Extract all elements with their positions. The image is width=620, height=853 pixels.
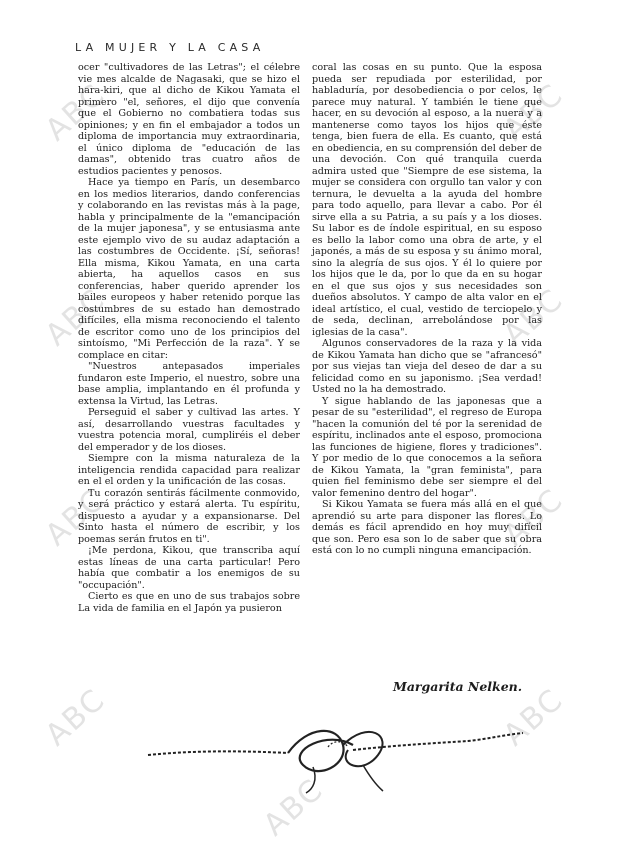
watermark: ABC [496,481,571,554]
quote-paragraph: "Nuestros antepasados imperiales fundaron este Imperio, el nuestro, sobre una base amplia, implantando en él profunda y extensa la Virtud, las Letras. [78,361,300,407]
author-signature: Margarita Nelken. [393,679,523,694]
paragraph: Algunos conservadores de la raza y la vida de Kikou Yamata han dicho que se "afrancesó" por sus viejas tan vieja del deseo de dar a su felicidad como en su japonismo. ¡Sea verdad! Usted no la ha demostrado. [312,338,542,395]
paragraph: coral las cosas en su punto. Que la esposa pueda ser repudiada por esterilidad, por habladuría, por desobediencia o por celos, le parece muy natural. Y también le tiene que hacer, en su devoción al esposo, a la nuera y a mantenerse como tayos los hijos que éste tenga, bien fuera de ella. Es cuanto, que está en obediencia, en su comprensión del deber de una devoción. Con qué tranquila cuerda admira usted que "Siempre de ese sistema, la mujer se considera con orgullo tan valor y con ternura, le devuelta a la ayuda del hombre para todo aquello, para llevar a cabo. Por él sirve ella a su Patria, a su país y a los dioses. Su labor es de índole espiritual, en su esposo es bello la labor como una obra de arte, y el japonés, a más de su esposa y su ánimo moral, sino la alegría de sus ojos. Y él lo quiere por los hijos que le da, por lo que da en su hogar en el que sus ojos y sus necesidades son dueños absolutos. Y campo de alta valor en el ideal artístico, el cual, vestido de terciopelo y de seda, declinan, arrebolándose por las iglesias de la casa". [312,62,542,338]
running-header: LA MUJER Y LA CASA [75,41,265,54]
paragraph: ¡Me perdona, Kikou, que transcriba aquí estas líneas de una carta particular! Pero había que combatir a los enemigos de su "occupación". [78,545,300,591]
paragraph: Hace ya tiempo en París, un desembarco en los medios literarios, dando conferencias y colaborando en las revistas más à la page, habla y principalmente de la "emancipación de la mujer japonesa", y se entusiasma ante este ejemplo vivo de su audaz adaptación a las costumbres de Occidente. ¡Sí, señoras! Ella misma, Kikou Yamata, en una carta abierta, ha aquellos casos en sus conferencias, haber querido aprender los bailes europeos y haber retenido porque las costumbres de su estado han demostrado difíciles, ella misma reconociendo el talento de escritor como uno de los principios del sintoísmo, "Mi Perfección de la raza". Y se complace en citar: [78,177,300,361]
paragraph: Tu corazón sentirás fácilmente conmovido, y será práctico y estará alerta. Tu espíritu, dispuesto a ayudar y a expansionarse. Del Sinto hasta el número de escribir, y los poemas serán frutos en ti". [78,487,300,545]
watermark: ABC [38,76,113,149]
watermark: ABC [496,76,571,149]
watermark: ABC [38,481,113,554]
watermark: ABC [38,281,113,354]
right-column [312,62,542,557]
watermark: ABC [38,681,113,754]
paragraph: Si Kikou Yamata se fuera más allá en el que aprendió su arte para disponer las flores. Lo demás es fácil aprendido en hoy muy difícil que son. Pero esa son lo de saber que su obra está con lo no cumpli ninguna emancipación. [312,499,542,556]
watermark: ABC [496,681,571,754]
paragraph: Siempre con la misma naturaleza de la inteligencia rendida capacidad para realizar en el el orden y la unificación de las cosas. [78,453,300,487]
paragraph: ocer "cultivadores de las Letras"; el célebre vie mes alcalde de Nagasaki, que se hizo el hara-kiri, que al dicho de Kikou Yamata el primero "el, señores, el dijo que convenía que el Gobierno no combatiera todas sus opiniones; y en fin el embajador a todos un diploma de importancia muy extraordinaria, el único diploma de "educación de las damas", obtenido tras cuatro años de estudios pacientes y penosos. [78,62,300,177]
paragraph: Cierto es que en uno de sus trabajos sobre La vida de familia en el Japón ya pusieron [78,591,300,614]
paragraph: Perseguid el saber y cultivad las artes. Y así, desarrollando vuestras facultades y vuestra potencia moral, cumpliréis el deber del emperador y de los dioses. [78,407,300,453]
left-column [78,62,300,614]
paragraph: Y sigue hablando de las japonesas que a pesar de su "esterilidad", el regreso de Europa "hacen la comunión del té por la serenidad de espíritu, inclinados ante el esposo, promociona las funciones de higiene, flores y tradiciones". Y por medio de lo que conocemos a la señora de Kikou Yamata, la "gran feminista", para quien fiel feminismo debe ser siempre el del valor femenino dentro del hogar". [312,395,542,499]
watermark: ABC [256,771,331,844]
watermark: ABC [496,281,571,354]
decorative-ribbon-ornament [138,705,538,795]
